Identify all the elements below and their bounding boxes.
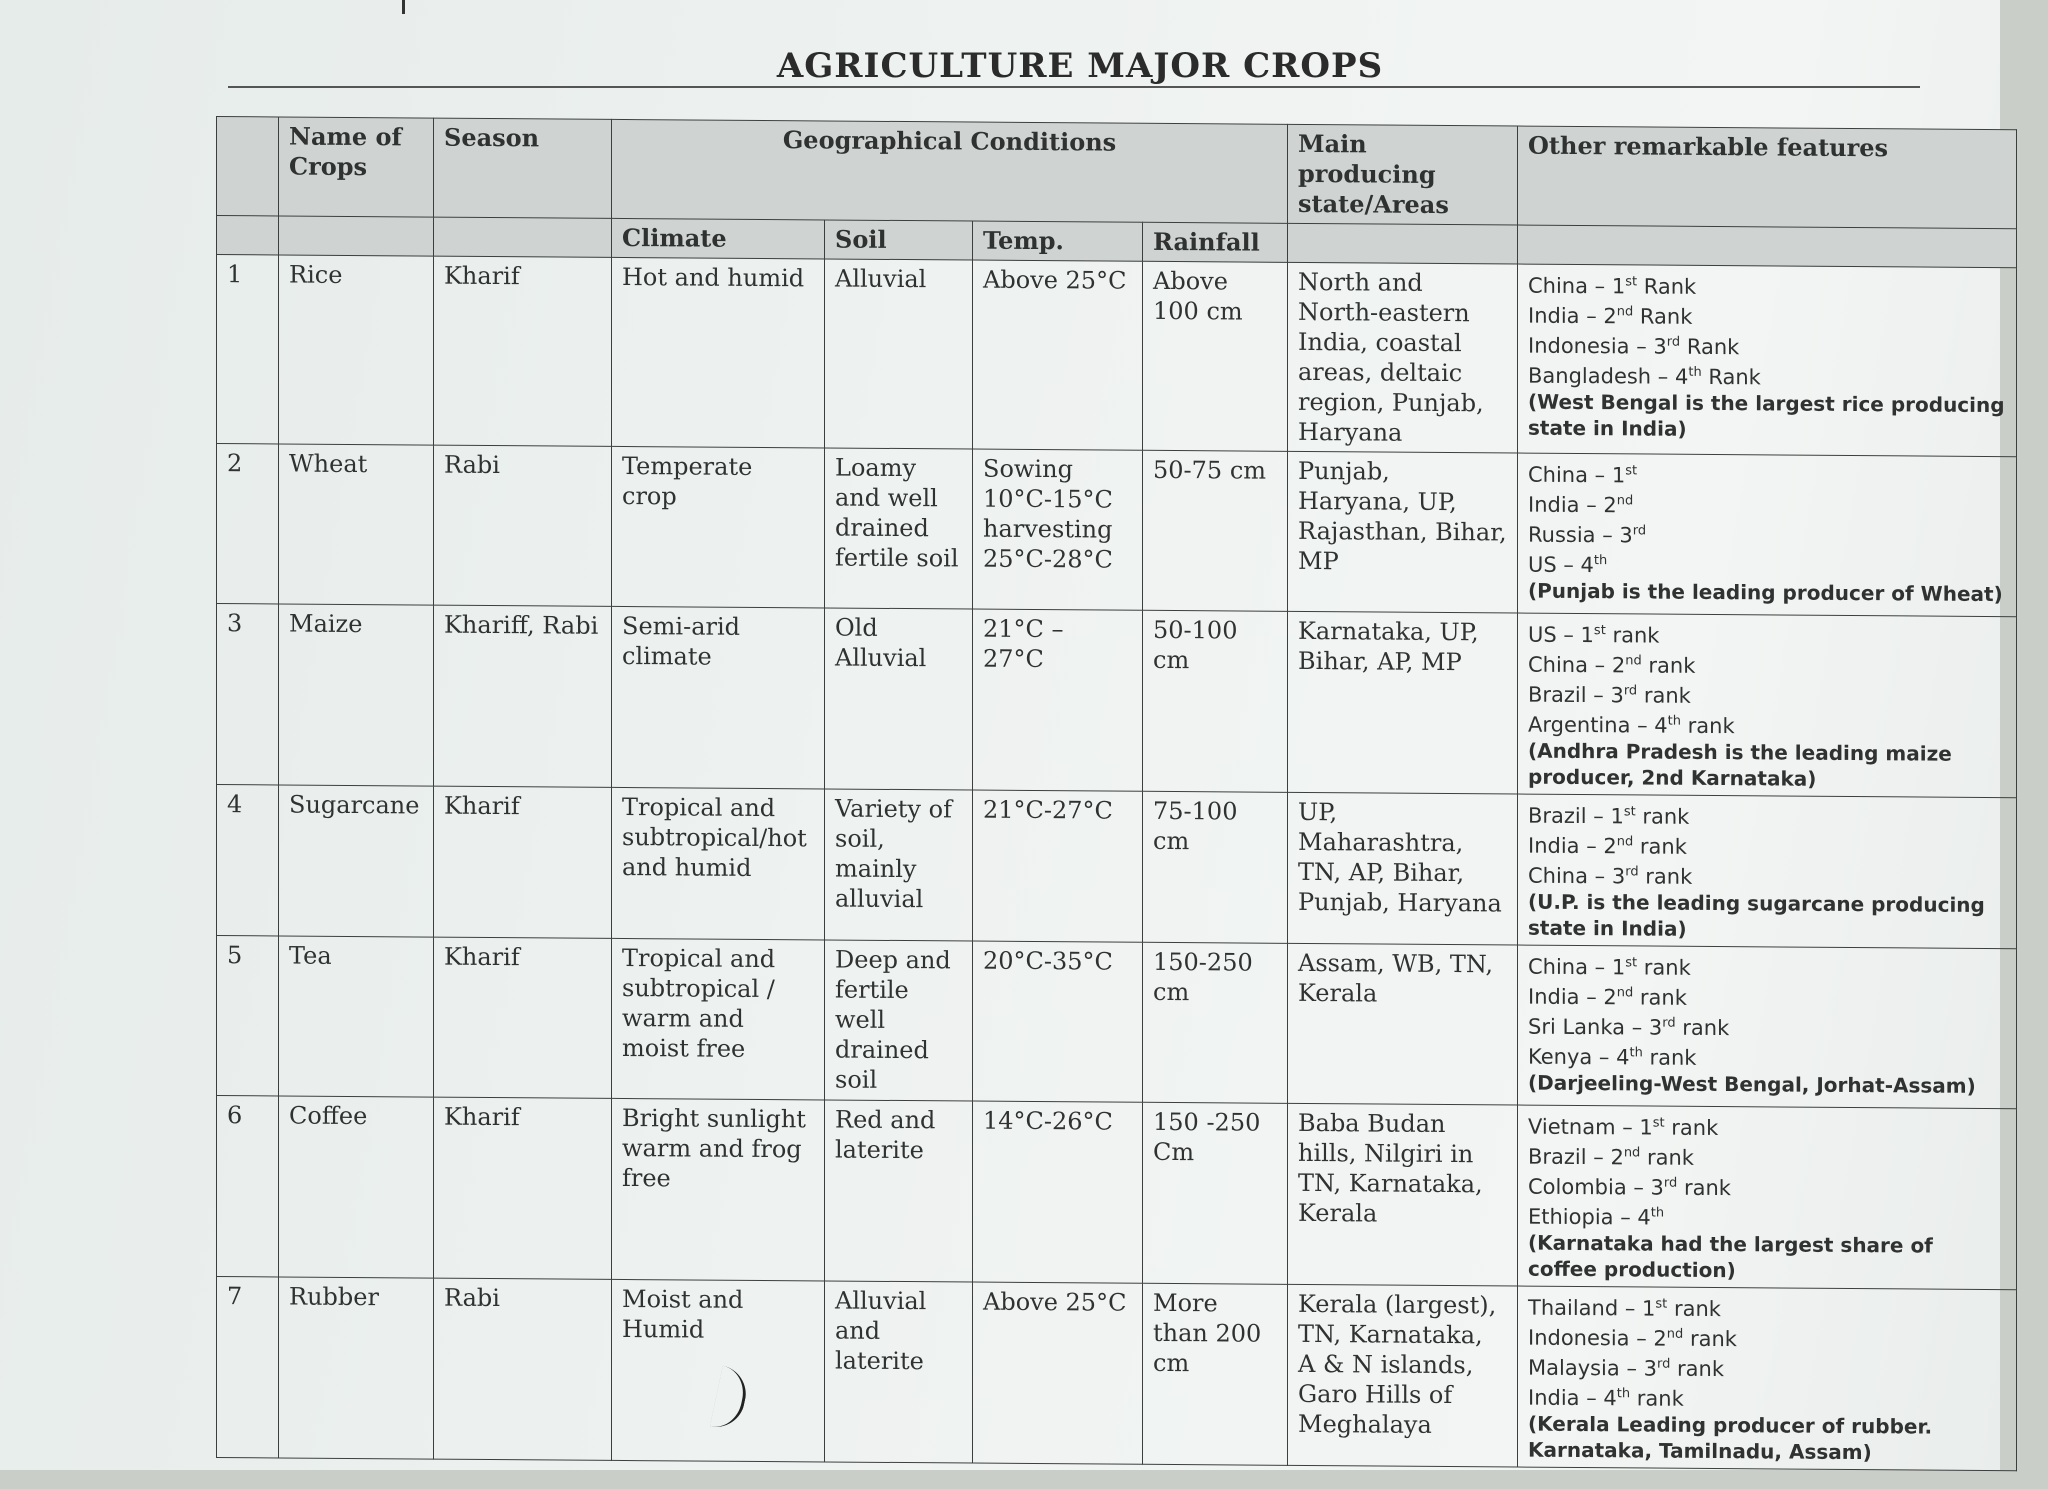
rank-ordinal: st	[1655, 1296, 1668, 1312]
rank-line	[1528, 1140, 2006, 1174]
rank-country: Thailand – 1	[1528, 1295, 1656, 1321]
rank-line	[1528, 1110, 2006, 1144]
cell-areas: Assam, WB, TN, Kerala	[1288, 943, 1518, 1105]
rank-suffix: Rank	[1633, 304, 1693, 329]
cell-soil: Alluvial	[825, 259, 973, 449]
cell-no: 5	[217, 936, 279, 1096]
header-climate: Climate	[612, 218, 825, 259]
page-title: AGRICULTURE MAJOR CROPS	[776, 46, 1384, 86]
rank-line	[1528, 618, 2006, 652]
rank-suffix: rank	[1677, 1175, 1731, 1201]
cell-no: 2	[217, 444, 279, 604]
table-row	[217, 255, 2017, 457]
cell-season: Rabi	[434, 445, 612, 606]
rank-country: Ethiopia – 4	[1528, 1204, 1651, 1230]
cell-soil: Deep and fertile well drained soil	[825, 940, 973, 1101]
rank-ordinal: rd	[1666, 334, 1681, 350]
rank-ordinal: rd	[1663, 1175, 1678, 1191]
rank-country: Sri Lanka – 3	[1528, 1014, 1663, 1040]
header-rainfall: Rainfall	[1143, 222, 1288, 262]
cell-name: Rice	[279, 255, 434, 445]
cell-no: 6	[217, 1096, 279, 1277]
crops-table	[216, 116, 2017, 1471]
cell-name: Rubber	[279, 1277, 434, 1459]
rank-line	[1528, 269, 2006, 303]
rank-country: China – 1	[1528, 462, 1626, 488]
rank-country: Argentina – 4	[1528, 712, 1668, 738]
remark-note: (West Bengal is the largest rice producing state in India)	[1528, 389, 2005, 441]
cell-no: 7	[217, 1277, 279, 1458]
rank-ordinal: rd	[1656, 1356, 1671, 1372]
rank-suffix: Rank	[1701, 364, 1761, 390]
cell-temp: Above 25°C	[973, 260, 1143, 450]
cell-temp: 21°C – 27°C	[973, 609, 1143, 791]
cell-soil: Variety of soil, mainly alluvial	[825, 789, 973, 941]
header-season: Season	[434, 118, 612, 218]
cell-other-features	[1518, 794, 2017, 949]
cell-climate: Tropical and subtropical / warm and moist free	[612, 938, 825, 1100]
rank-suffix: rank	[1633, 834, 1687, 859]
rank-line	[1528, 299, 2006, 333]
cell-rainfall: 50-100 cm	[1143, 610, 1288, 792]
cell-rainfall: 150-250 cm	[1143, 942, 1288, 1103]
cell-name: Coffee	[279, 1096, 434, 1278]
cell-climate: Tropical and subtropical/hot and humid	[612, 787, 825, 940]
rank-line	[1528, 1010, 2006, 1044]
rank-line	[1528, 1040, 2006, 1074]
header-soil: Soil	[825, 220, 973, 260]
rank-ordinal: nd	[1616, 304, 1634, 320]
rank-ordinal: st	[1623, 804, 1636, 820]
rank-suffix: rank	[1637, 683, 1691, 708]
rank-country: China – 1	[1528, 954, 1626, 980]
rank-country: China – 3	[1528, 863, 1626, 889]
rank-suffix: rank	[1642, 1045, 1697, 1070]
rank-country: India – 2	[1528, 492, 1617, 518]
cell-soil: Old Alluvial	[825, 608, 973, 790]
cell-no: 1	[217, 255, 279, 444]
cell-areas: Punjab, Haryana, UP, Rajasthan, Bihar, MP	[1288, 451, 1518, 613]
cell-other-features	[1518, 264, 2017, 457]
rank-line	[1528, 678, 2006, 712]
rank-country: Kenya – 4	[1528, 1044, 1630, 1070]
rank-suffix: rank	[1675, 1015, 1730, 1041]
cell-rainfall: 75-100 cm	[1143, 791, 1288, 943]
rank-country: Indonesia – 2	[1528, 1325, 1667, 1351]
rank-country: India – 4	[1528, 1385, 1617, 1411]
table-row	[217, 1096, 2017, 1290]
cell-name: Maize	[279, 604, 434, 786]
rank-ordinal: st	[1593, 623, 1606, 639]
rank-suffix: rank	[1637, 955, 1691, 980]
rank-line	[1528, 708, 2006, 742]
rank-suffix: rank	[1633, 985, 1687, 1010]
rank-ordinal: nd	[1616, 493, 1634, 509]
rank-country: China – 2	[1528, 652, 1626, 678]
table-row	[217, 785, 2017, 949]
cell-rainfall: 150 -250 Cm	[1143, 1102, 1288, 1284]
rank-country: Russia – 3	[1528, 522, 1633, 548]
remark-note: (Punjab is the leading producer of Wheat)	[1528, 578, 2003, 607]
cell-temp: Sowing 10°C-15°C harvesting 25°C-28°C	[973, 449, 1143, 610]
rank-line	[1528, 548, 2006, 582]
cell-rainfall: Above 100 cm	[1143, 261, 1288, 451]
cell-soil: Red and laterite	[825, 1100, 973, 1282]
subheader-blank	[434, 217, 612, 257]
rank-line	[1528, 359, 2006, 393]
cell-areas: Baba Budan hills, Nilgiri in TN, Karnataka, Kerala	[1288, 1103, 1518, 1286]
rank-line	[1528, 458, 2006, 492]
cell-areas: Kerala (largest), TN, Karnataka, A & N islands, Garo Hills of Meghalaya	[1288, 1284, 1518, 1467]
header-temp: Temp.	[973, 221, 1143, 261]
rank-line	[1528, 799, 2006, 833]
remark-note: (U.P. is the leading sugarcane producing state in India)	[1528, 889, 1985, 941]
rank-country: Brazil – 2	[1528, 1144, 1624, 1170]
rank-ordinal: th	[1688, 364, 1702, 380]
rank-line	[1528, 829, 2006, 863]
rank-suffix: rank	[1664, 1115, 1719, 1141]
cell-soil: Alluvial and laterite	[825, 1281, 973, 1463]
subheader-blank	[1518, 225, 2017, 268]
header-geographical-conditions: Geographical Conditions	[612, 119, 1288, 223]
rank-line	[1528, 859, 2006, 893]
rank-ordinal: nd	[1666, 1326, 1684, 1342]
header-name: Name of Crops	[279, 117, 434, 217]
rank-line	[1528, 488, 2006, 522]
rank-line	[1528, 1170, 2006, 1204]
header-main-producing: Main producing state/Areas	[1288, 124, 1518, 225]
rank-country: Malaysia – 3	[1528, 1355, 1657, 1381]
cell-season: Khariff, Rabi	[434, 605, 612, 787]
rank-line	[1528, 648, 2006, 682]
pen-mark	[402, 0, 405, 14]
subheader-blank	[217, 216, 279, 255]
header-other-features: Other remarkable features	[1518, 126, 2017, 229]
rank-suffix: rank	[1640, 1145, 1694, 1170]
cell-temp: 14°C-26°C	[973, 1101, 1143, 1283]
cell-temp: 21°C-27°C	[973, 790, 1143, 942]
rank-country: Colombia – 3	[1528, 1174, 1664, 1200]
crop-rows	[217, 255, 2017, 1471]
cell-season: Kharif	[434, 786, 612, 938]
rank-ordinal: th	[1650, 1205, 1665, 1221]
rank-ordinal: nd	[1623, 1145, 1641, 1161]
rank-country: US – 1	[1528, 622, 1594, 648]
cell-rainfall: More than 200 cm	[1143, 1283, 1288, 1465]
rank-country: India – 2	[1528, 833, 1617, 859]
cell-season: Kharif	[434, 1097, 612, 1279]
remark-note: (Karnataka had the largest share of coffee production)	[1528, 1230, 1933, 1283]
rank-suffix: rank	[1630, 1386, 1684, 1411]
cell-other-features	[1518, 613, 2017, 798]
rank-line	[1528, 518, 2006, 552]
header-row	[217, 117, 2017, 229]
rank-country: Brazil – 3	[1528, 682, 1624, 708]
cell-climate: Moist and Humid	[612, 1279, 825, 1462]
cell-temp: 20°C-35°C	[973, 941, 1143, 1102]
cell-season: Rabi	[434, 1278, 612, 1460]
rank-ordinal: rd	[1632, 523, 1647, 539]
rank-ordinal: st	[1625, 955, 1638, 971]
rank-country: India – 2	[1528, 984, 1617, 1010]
rank-ordinal: st	[1625, 463, 1638, 479]
rank-suffix: Rank	[1680, 334, 1740, 360]
rank-suffix: rank	[1638, 864, 1693, 889]
cell-soil: Loamy and well drained fertile soil	[825, 448, 973, 609]
rank-suffix: rank	[1667, 1296, 1721, 1322]
remark-note: (Darjeeling-West Bengal, Jorhat-Assam)	[1528, 1070, 1976, 1098]
rank-line	[1528, 1381, 2006, 1415]
rank-suffix: rank	[1605, 623, 1660, 648]
cell-areas: UP, Maharashtra, TN, AP, Bihar, Punjab, Haryana	[1288, 792, 1518, 945]
cell-other-features	[1518, 453, 2017, 617]
rank-ordinal: rd	[1625, 864, 1639, 880]
cell-climate: Temperate crop	[612, 446, 825, 608]
rank-line	[1528, 329, 2006, 363]
cell-name: Sugarcane	[279, 785, 434, 937]
cell-rainfall: 50-75 cm	[1143, 450, 1288, 611]
rank-suffix: rank	[1683, 1326, 1737, 1352]
rank-country: US – 4	[1528, 552, 1594, 578]
cell-areas: Karnataka, UP, Bihar, AP, MP	[1288, 611, 1518, 794]
rank-country: Bangladesh – 4	[1528, 363, 1689, 389]
rank-suffix: rank	[1641, 653, 1696, 678]
table-row	[217, 936, 2017, 1109]
rank-suffix: rank	[1681, 713, 1735, 739]
rank-ordinal: th	[1616, 1386, 1631, 1402]
header-no	[217, 117, 279, 216]
rank-country: China – 1	[1528, 273, 1626, 299]
title-underline	[228, 86, 1920, 88]
rank-ordinal: nd	[1616, 834, 1634, 850]
rank-ordinal: th	[1593, 553, 1608, 569]
subheader-blank	[279, 216, 434, 256]
rank-line	[1528, 980, 2006, 1014]
cell-season: Kharif	[434, 937, 612, 1098]
rank-ordinal: nd	[1616, 985, 1634, 1001]
rank-suffix: Rank	[1637, 274, 1697, 299]
cell-no: 3	[217, 604, 279, 785]
cell-other-features	[1518, 945, 2017, 1109]
rank-country: Indonesia – 3	[1528, 333, 1667, 359]
rank-ordinal: st	[1625, 274, 1638, 290]
rank-ordinal: rd	[1662, 1015, 1676, 1031]
rank-country: Vietnam – 1	[1528, 1114, 1653, 1140]
cell-climate: Semi-arid climate	[612, 606, 825, 789]
subheader-blank	[1288, 223, 1518, 264]
rank-line	[1528, 1291, 2006, 1325]
cell-other-features	[1518, 1286, 2017, 1471]
cell-climate: Bright sunlight warm and frog free	[612, 1098, 825, 1281]
cell-climate: Hot and humid	[612, 257, 825, 448]
rank-ordinal: rd	[1623, 683, 1638, 699]
cell-temp: Above 25°C	[973, 1282, 1143, 1464]
cell-name: Tea	[279, 936, 434, 1097]
rank-suffix: rank	[1670, 1356, 1725, 1382]
rank-country: Brazil – 1	[1528, 803, 1624, 829]
remark-note: (Kerala Leading producer of rubber. Karnataka, Tamilnadu, Assam)	[1528, 1411, 1933, 1465]
rank-line	[1528, 950, 2006, 984]
rank-ordinal: st	[1652, 1115, 1665, 1131]
rank-suffix: rank	[1635, 804, 1690, 829]
cell-no: 4	[217, 785, 279, 936]
cell-other-features	[1518, 1105, 2017, 1290]
rank-country: India – 2	[1528, 303, 1617, 329]
table-row	[217, 1277, 2017, 1471]
cell-season: Kharif	[434, 256, 612, 446]
rank-ordinal: th	[1667, 713, 1681, 729]
rank-line	[1528, 1351, 2006, 1385]
table-row	[217, 444, 2017, 617]
rank-line	[1528, 1200, 2006, 1234]
table-row	[217, 604, 2017, 798]
rank-ordinal: nd	[1625, 653, 1642, 669]
remark-note: (Andhra Pradesh is the leading maize producer, 2nd Karnataka)	[1528, 738, 1952, 791]
cell-areas: North and North-eastern India, coastal areas, deltaic region, Punjab, Haryana	[1288, 262, 1518, 453]
rank-line	[1528, 1321, 2006, 1355]
rank-ordinal: th	[1629, 1045, 1643, 1061]
cell-name: Wheat	[279, 444, 434, 605]
